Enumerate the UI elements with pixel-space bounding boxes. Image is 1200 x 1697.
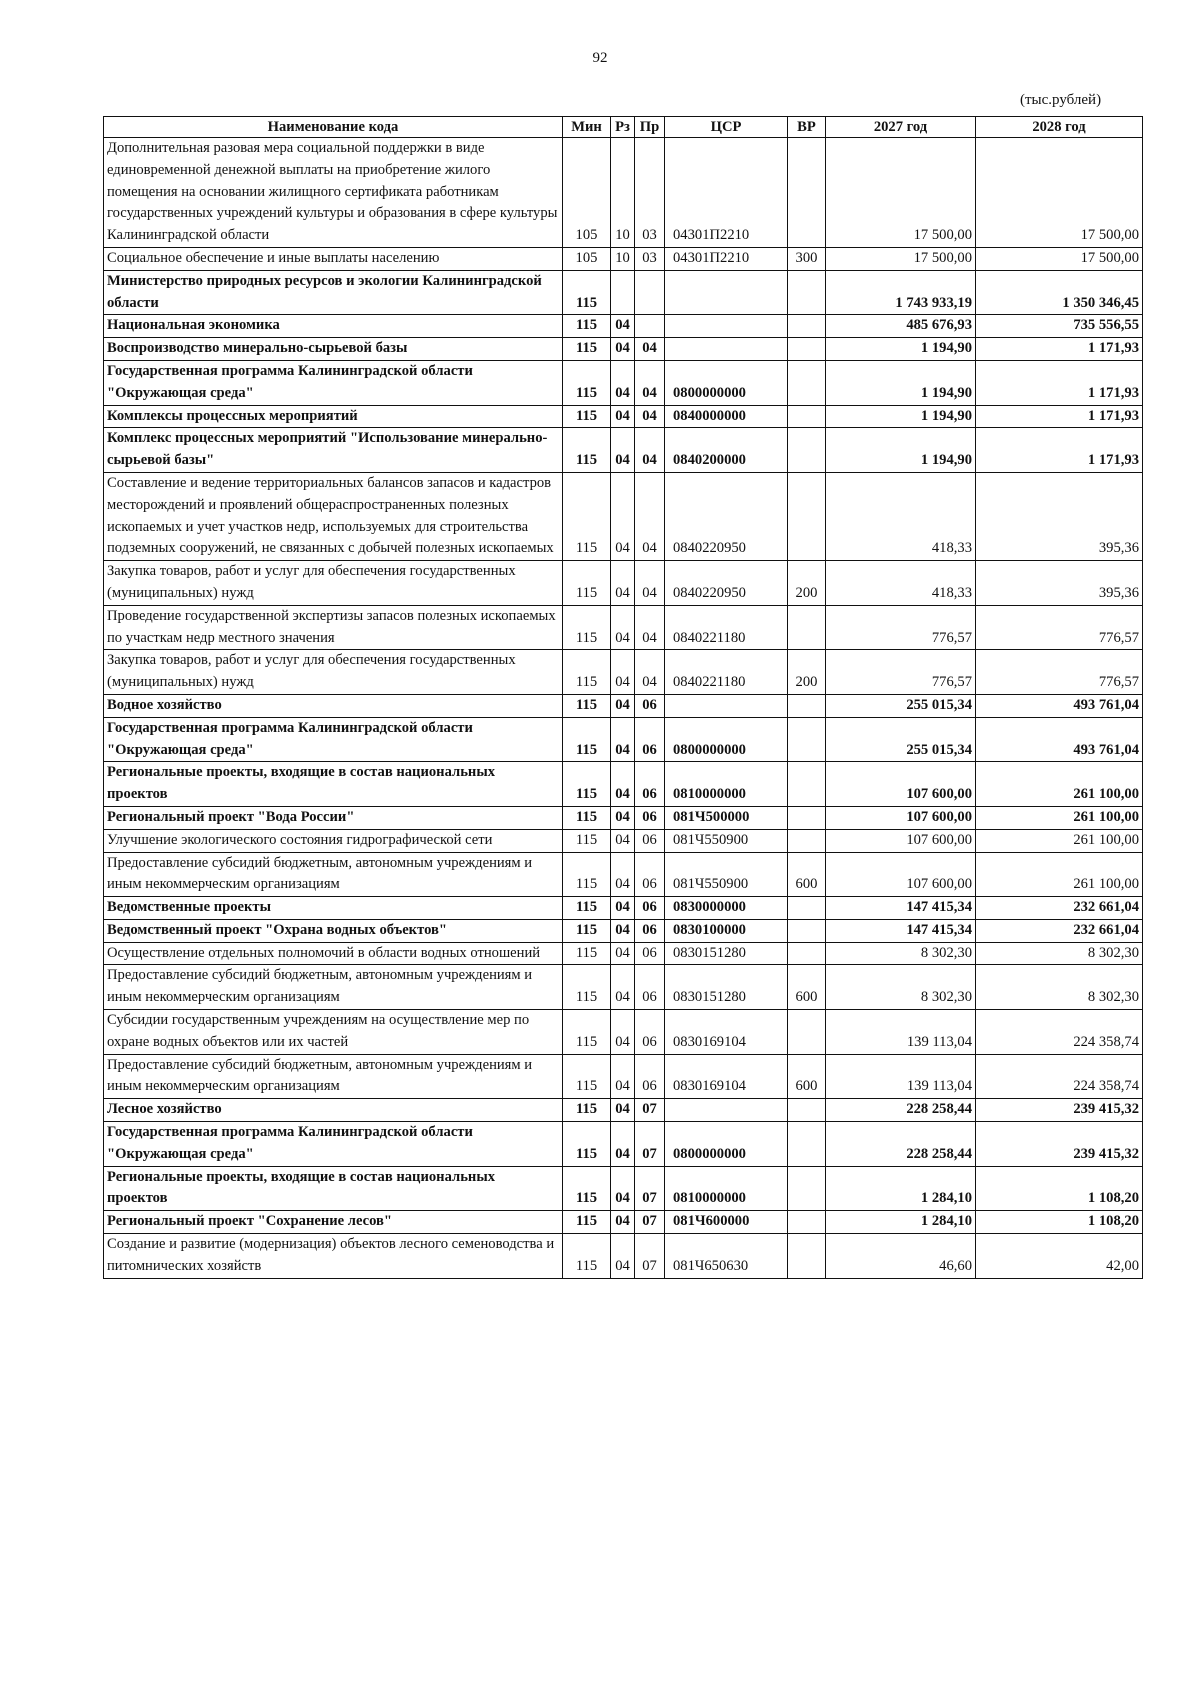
row-2028: 1 171,93 (976, 360, 1143, 405)
row-name: Государственная программа Калининградской области "Окружающая среда" (104, 1122, 563, 1167)
row-rz: 04 (611, 694, 635, 717)
row-pr: 07 (635, 1166, 665, 1211)
row-csr: 0840220950 (665, 561, 788, 606)
row-rz: 04 (611, 1234, 635, 1279)
row-2027: 147 415,34 (826, 897, 976, 920)
row-2028: 493 761,04 (976, 694, 1143, 717)
table-row (104, 897, 1143, 920)
row-csr: 081Ч650630 (665, 1234, 788, 1279)
row-pr: 04 (635, 428, 665, 473)
row-min: 115 (563, 1122, 611, 1167)
table-row (104, 852, 1143, 897)
row-name: Региональные проекты, входящие в состав национальных проектов (104, 1166, 563, 1211)
row-2028: 776,57 (976, 650, 1143, 695)
row-name: Региональные проекты, входящие в состав национальных проектов (104, 762, 563, 807)
row-name: Закупка товаров, работ и услуг для обеспечения государственных (муниципальных) нужд (104, 561, 563, 606)
row-vr (788, 1010, 826, 1055)
row-pr: 06 (635, 852, 665, 897)
table-row (104, 717, 1143, 762)
row-rz: 04 (611, 919, 635, 942)
row-min: 115 (563, 919, 611, 942)
row-rz: 04 (611, 806, 635, 829)
row-pr: 06 (635, 806, 665, 829)
table-row (104, 360, 1143, 405)
row-min: 115 (563, 1211, 611, 1234)
row-vr (788, 405, 826, 428)
row-vr (788, 270, 826, 315)
row-csr: 081Ч550900 (665, 829, 788, 852)
row-min: 115 (563, 717, 611, 762)
table-row (104, 138, 1143, 248)
row-vr (788, 138, 826, 248)
table-row (104, 472, 1143, 560)
row-vr: 200 (788, 650, 826, 695)
row-rz: 04 (611, 561, 635, 606)
row-csr (665, 1099, 788, 1122)
row-csr: 0830169104 (665, 1010, 788, 1055)
table-row (104, 762, 1143, 807)
row-pr: 06 (635, 897, 665, 920)
row-csr: 081Ч600000 (665, 1211, 788, 1234)
row-csr: 0840200000 (665, 428, 788, 473)
table-row (104, 1211, 1143, 1234)
row-2027: 8 302,30 (826, 942, 976, 965)
row-csr (665, 315, 788, 338)
header-name: Наименование кода (104, 117, 563, 138)
row-vr (788, 942, 826, 965)
row-pr: 04 (635, 338, 665, 361)
row-vr (788, 919, 826, 942)
table-row (104, 1234, 1143, 1279)
row-min: 115 (563, 605, 611, 650)
row-rz: 04 (611, 428, 635, 473)
row-rz: 04 (611, 605, 635, 650)
row-min: 115 (563, 897, 611, 920)
row-vr (788, 1099, 826, 1122)
table-row (104, 315, 1143, 338)
row-2027: 46,60 (826, 1234, 976, 1279)
row-name: Субсидии государственным учреждениям на осуществление мер по охране водных объектов или их частей (104, 1010, 563, 1055)
row-2028: 261 100,00 (976, 829, 1143, 852)
header-pr: Пр (635, 117, 665, 138)
row-2027: 1 194,90 (826, 428, 976, 473)
row-pr: 06 (635, 694, 665, 717)
row-csr: 0830151280 (665, 965, 788, 1010)
row-min: 115 (563, 1054, 611, 1099)
row-pr: 07 (635, 1211, 665, 1234)
row-pr: 06 (635, 829, 665, 852)
row-vr (788, 428, 826, 473)
row-2027: 1 194,90 (826, 338, 976, 361)
row-pr (635, 270, 665, 315)
row-vr: 600 (788, 852, 826, 897)
row-vr (788, 762, 826, 807)
row-pr: 03 (635, 247, 665, 270)
row-2027: 418,33 (826, 472, 976, 560)
row-name: Ведомственный проект "Охрана водных объектов" (104, 919, 563, 942)
row-pr: 04 (635, 650, 665, 695)
row-pr: 04 (635, 472, 665, 560)
table-row (104, 247, 1143, 270)
row-pr: 06 (635, 1054, 665, 1099)
row-min: 115 (563, 315, 611, 338)
row-pr (635, 315, 665, 338)
row-min: 115 (563, 694, 611, 717)
row-2028: 1 171,93 (976, 428, 1143, 473)
table-body (104, 138, 1143, 1279)
table-row (104, 1122, 1143, 1167)
row-2027: 17 500,00 (826, 247, 976, 270)
row-2027: 1 743 933,19 (826, 270, 976, 315)
row-vr (788, 1234, 826, 1279)
row-rz: 04 (611, 717, 635, 762)
row-csr: 0800000000 (665, 360, 788, 405)
table-row (104, 561, 1143, 606)
table-row (104, 650, 1143, 695)
row-rz: 04 (611, 852, 635, 897)
row-pr: 06 (635, 717, 665, 762)
row-2028: 395,36 (976, 472, 1143, 560)
row-min: 115 (563, 428, 611, 473)
row-pr: 06 (635, 942, 665, 965)
row-min: 115 (563, 829, 611, 852)
row-2028: 395,36 (976, 561, 1143, 606)
row-vr: 600 (788, 965, 826, 1010)
row-pr: 04 (635, 605, 665, 650)
row-2028: 224 358,74 (976, 1010, 1143, 1055)
row-min: 105 (563, 138, 611, 248)
row-min: 115 (563, 852, 611, 897)
row-name: Государственная программа Калининградской области "Окружающая среда" (104, 717, 563, 762)
row-min: 115 (563, 270, 611, 315)
header-rz: Рз (611, 117, 635, 138)
row-2027: 8 302,30 (826, 965, 976, 1010)
row-2028: 232 661,04 (976, 897, 1143, 920)
row-2028: 261 100,00 (976, 762, 1143, 807)
row-csr (665, 694, 788, 717)
table-row (104, 942, 1143, 965)
table-header-row (104, 117, 1143, 138)
row-pr: 06 (635, 965, 665, 1010)
row-2028: 232 661,04 (976, 919, 1143, 942)
row-vr (788, 806, 826, 829)
row-csr: 04301П2210 (665, 247, 788, 270)
row-min: 115 (563, 762, 611, 807)
row-name: Комплекс процессных мероприятий "Использование минерально-сырьевой базы" (104, 428, 563, 473)
table-row (104, 1010, 1143, 1055)
row-2027: 17 500,00 (826, 138, 976, 248)
row-pr: 07 (635, 1234, 665, 1279)
row-csr: 0800000000 (665, 717, 788, 762)
row-rz: 04 (611, 1010, 635, 1055)
row-vr (788, 897, 826, 920)
row-pr: 07 (635, 1099, 665, 1122)
table-row (104, 1166, 1143, 1211)
row-2027: 418,33 (826, 561, 976, 606)
row-2027: 255 015,34 (826, 694, 976, 717)
table-row (104, 806, 1143, 829)
row-min: 115 (563, 942, 611, 965)
units-label: (тыс.рублей) (1020, 92, 1102, 108)
row-csr: 0840221180 (665, 605, 788, 650)
row-2027: 255 015,34 (826, 717, 976, 762)
row-rz: 04 (611, 1099, 635, 1122)
table-row (104, 605, 1143, 650)
row-2027: 776,57 (826, 650, 976, 695)
row-rz: 04 (611, 762, 635, 807)
row-2028: 1 108,20 (976, 1211, 1143, 1234)
row-csr: 0840220950 (665, 472, 788, 560)
table-row (104, 694, 1143, 717)
row-name: Предоставление субсидий бюджетным, автономным учреждениям и иным некоммерческим организациям (104, 852, 563, 897)
row-pr: 04 (635, 405, 665, 428)
header-2027: 2027 год (826, 117, 976, 138)
row-csr (665, 338, 788, 361)
row-vr (788, 1211, 826, 1234)
row-2027: 107 600,00 (826, 852, 976, 897)
table-row (104, 428, 1143, 473)
row-rz: 04 (611, 472, 635, 560)
row-pr: 04 (635, 360, 665, 405)
row-name: Водное хозяйство (104, 694, 563, 717)
row-name: Предоставление субсидий бюджетным, автономным учреждениям и иным некоммерческим организациям (104, 965, 563, 1010)
table-row (104, 965, 1143, 1010)
row-min: 115 (563, 405, 611, 428)
row-vr (788, 694, 826, 717)
row-name: Региональный проект "Вода России" (104, 806, 563, 829)
row-2028: 493 761,04 (976, 717, 1143, 762)
row-pr: 03 (635, 138, 665, 248)
row-rz: 04 (611, 315, 635, 338)
row-name: Комплексы процессных мероприятий (104, 405, 563, 428)
row-name: Государственная программа Калининградской области "Окружающая среда" (104, 360, 563, 405)
row-rz: 04 (611, 1122, 635, 1167)
row-2028: 17 500,00 (976, 138, 1143, 248)
row-2028: 261 100,00 (976, 852, 1143, 897)
row-csr: 0830100000 (665, 919, 788, 942)
row-name: Создание и развитие (модернизация) объектов лесного семеноводства и питомнических хозяйств (104, 1234, 563, 1279)
table-row (104, 1099, 1143, 1122)
row-pr: 04 (635, 561, 665, 606)
row-pr: 06 (635, 919, 665, 942)
row-rz: 04 (611, 965, 635, 1010)
row-2028: 1 108,20 (976, 1166, 1143, 1211)
row-2027: 1 194,90 (826, 360, 976, 405)
row-rz: 04 (611, 942, 635, 965)
row-name: Улучшение экологического состояния гидрографической сети (104, 829, 563, 852)
row-2028: 42,00 (976, 1234, 1143, 1279)
row-vr (788, 338, 826, 361)
row-rz: 04 (611, 360, 635, 405)
row-rz: 10 (611, 138, 635, 248)
row-2028: 776,57 (976, 605, 1143, 650)
row-2027: 107 600,00 (826, 806, 976, 829)
row-csr: 0810000000 (665, 762, 788, 807)
row-vr (788, 360, 826, 405)
header-csr: ЦСР (665, 117, 788, 138)
row-rz: 04 (611, 338, 635, 361)
row-name: Национальная экономика (104, 315, 563, 338)
row-csr: 081Ч500000 (665, 806, 788, 829)
row-2027: 1 284,10 (826, 1211, 976, 1234)
row-vr (788, 717, 826, 762)
row-name: Составление и ведение территориальных балансов запасов и кадастров месторождений и проявлений общераспространенных полезных ископаемых и учет участков недр, используемых для строительства подземных сооружений, не связанных с добычей полезных ископаемых (104, 472, 563, 560)
row-name: Закупка товаров, работ и услуг для обеспечения государственных (муниципальных) нужд (104, 650, 563, 695)
row-2027: 228 258,44 (826, 1099, 976, 1122)
row-csr: 0840000000 (665, 405, 788, 428)
row-rz (611, 270, 635, 315)
row-min: 105 (563, 247, 611, 270)
row-min: 115 (563, 1010, 611, 1055)
row-csr: 0830151280 (665, 942, 788, 965)
row-name: Региональный проект "Сохранение лесов" (104, 1211, 563, 1234)
row-2027: 139 113,04 (826, 1054, 976, 1099)
row-csr: 0800000000 (665, 1122, 788, 1167)
row-rz: 04 (611, 1211, 635, 1234)
row-csr: 0830000000 (665, 897, 788, 920)
row-2028: 1 171,93 (976, 405, 1143, 428)
row-name: Министерство природных ресурсов и экологии Калининградской области (104, 270, 563, 315)
row-rz: 04 (611, 1054, 635, 1099)
row-2028: 8 302,30 (976, 942, 1143, 965)
row-2028: 1 171,93 (976, 338, 1143, 361)
row-2027: 107 600,00 (826, 762, 976, 807)
row-csr: 0830169104 (665, 1054, 788, 1099)
row-name: Осуществление отдельных полномочий в области водных отношений (104, 942, 563, 965)
row-min: 115 (563, 965, 611, 1010)
row-vr (788, 315, 826, 338)
row-vr (788, 472, 826, 560)
row-name: Проведение государственной экспертизы запасов полезных ископаемых по участкам недр местного значения (104, 605, 563, 650)
page-number: 92 (592, 50, 608, 66)
row-name: Социальное обеспечение и иные выплаты населению (104, 247, 563, 270)
row-rz: 04 (611, 650, 635, 695)
row-2027: 1 194,90 (826, 405, 976, 428)
row-min: 115 (563, 1099, 611, 1122)
row-vr (788, 605, 826, 650)
row-rz: 04 (611, 1166, 635, 1211)
row-min: 115 (563, 806, 611, 829)
row-rz: 10 (611, 247, 635, 270)
row-name: Ведомственные проекты (104, 897, 563, 920)
row-vr: 300 (788, 247, 826, 270)
table-row (104, 405, 1143, 428)
row-min: 115 (563, 338, 611, 361)
row-vr (788, 1166, 826, 1211)
row-min: 115 (563, 561, 611, 606)
row-csr: 081Ч550900 (665, 852, 788, 897)
row-csr: 0810000000 (665, 1166, 788, 1211)
row-2028: 239 415,32 (976, 1122, 1143, 1167)
row-rz: 04 (611, 405, 635, 428)
budget-table (103, 116, 1143, 1279)
row-2027: 107 600,00 (826, 829, 976, 852)
row-csr: 0840221180 (665, 650, 788, 695)
row-2028: 1 350 346,45 (976, 270, 1143, 315)
row-name: Предоставление субсидий бюджетным, автономным учреждениям и иным некоммерческим организациям (104, 1054, 563, 1099)
row-2027: 485 676,93 (826, 315, 976, 338)
row-2028: 17 500,00 (976, 247, 1143, 270)
table-row (104, 919, 1143, 942)
row-2028: 224 358,74 (976, 1054, 1143, 1099)
row-2028: 8 302,30 (976, 965, 1143, 1010)
row-2028: 261 100,00 (976, 806, 1143, 829)
row-csr: 04301П2210 (665, 138, 788, 248)
row-rz: 04 (611, 897, 635, 920)
row-pr: 06 (635, 1010, 665, 1055)
row-min: 115 (563, 1234, 611, 1279)
row-2027: 147 415,34 (826, 919, 976, 942)
table-row (104, 270, 1143, 315)
row-pr: 07 (635, 1122, 665, 1167)
row-vr: 600 (788, 1054, 826, 1099)
row-2027: 776,57 (826, 605, 976, 650)
row-2027: 1 284,10 (826, 1166, 976, 1211)
row-name: Дополнительная разовая мера социальной поддержки в виде единовременной денежной выплаты на приобретение жилого помещения на основании жилищного сертификата работникам государственных учреждений культуры и образования в сфере культуры Калининградской области (104, 138, 563, 248)
header-min: Мин (563, 117, 611, 138)
table-row (104, 338, 1143, 361)
table-row (104, 1054, 1143, 1099)
row-2028: 735 556,55 (976, 315, 1143, 338)
row-min: 115 (563, 1166, 611, 1211)
table-row (104, 829, 1143, 852)
row-min: 115 (563, 472, 611, 560)
row-vr: 200 (788, 561, 826, 606)
row-name: Лесное хозяйство (104, 1099, 563, 1122)
row-min: 115 (563, 360, 611, 405)
row-pr: 06 (635, 762, 665, 807)
row-2027: 228 258,44 (826, 1122, 976, 1167)
row-rz: 04 (611, 829, 635, 852)
row-name: Воспроизводство минерально-сырьевой базы (104, 338, 563, 361)
row-min: 115 (563, 650, 611, 695)
row-2027: 139 113,04 (826, 1010, 976, 1055)
row-vr (788, 1122, 826, 1167)
header-2028: 2028 год (976, 117, 1143, 138)
row-2028: 239 415,32 (976, 1099, 1143, 1122)
row-csr (665, 270, 788, 315)
header-vr: ВР (788, 117, 826, 138)
row-vr (788, 829, 826, 852)
